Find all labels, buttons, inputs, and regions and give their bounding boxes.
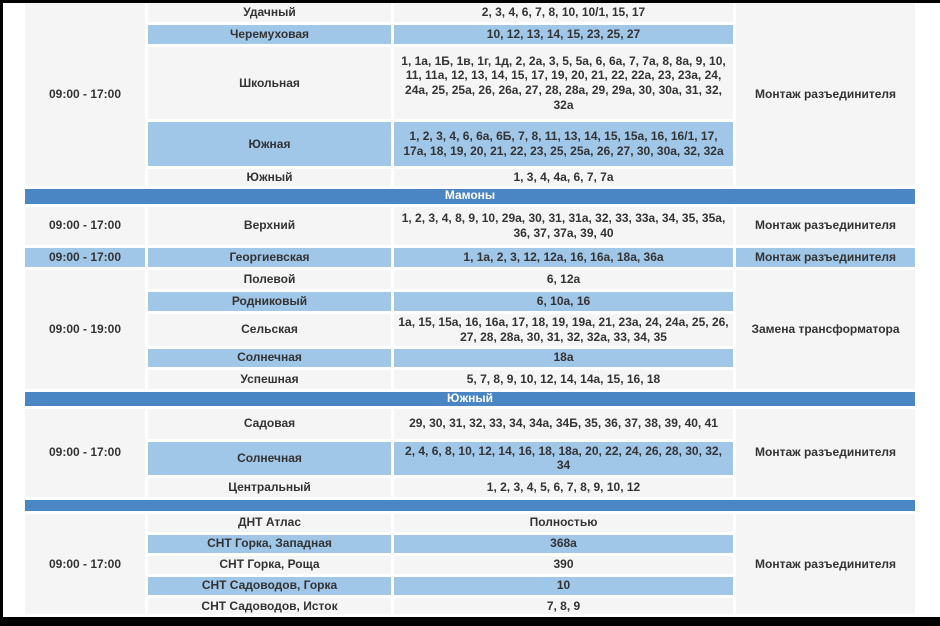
street-cell: СНТ Горка, Роща <box>148 556 391 574</box>
section-header-label: Южный <box>25 392 915 406</box>
house-numbers-cell: 390 <box>394 556 733 574</box>
work-type-cell: Замена трансформатора <box>736 270 915 389</box>
time-cell: 09:00 - 17:00 <box>25 409 145 497</box>
work-type-cell: Монтаж разъединителя <box>736 3 915 186</box>
time-cell: 09:00 - 17:00 <box>25 207 145 245</box>
house-numbers-cell: 7, 8, 9 <box>394 598 733 615</box>
house-numbers-cell: 10 <box>394 577 733 595</box>
table-row <box>25 3 915 22</box>
section-header-row <box>25 189 915 204</box>
outage-schedule-table <box>22 0 918 617</box>
street-cell: СНТ Садоводов, Исток <box>148 598 391 615</box>
table-row <box>25 409 915 439</box>
street-cell: Полевой <box>148 270 391 289</box>
street-cell: Солнечная <box>148 442 391 475</box>
time-cell: 09:00 - 17:00 <box>25 3 145 186</box>
table-row <box>25 207 915 245</box>
house-numbers-cell: 368а <box>394 535 733 553</box>
house-numbers-cell: 2, 4, 6, 8, 10, 12, 14, 16, 18, 18а, 20, 22, 24, 26, 28, 30, 32, 34 <box>394 442 733 475</box>
street-cell: Сельская <box>148 314 391 346</box>
house-numbers-cell: 18а <box>394 349 733 367</box>
section-header-row <box>25 392 915 406</box>
house-numbers-cell: 1, 2, 3, 4, 6, 6а, 6Б, 7, 8, 11, 13, 14, 15, 15а, 16, 16/1, 17, 17а, 18, 19, 20, 21, 22, 23, 25, 25а, 26, 27, 30, 30а, 32, 32а <box>394 122 733 166</box>
time-cell: 09:00 - 17:00 <box>25 514 145 615</box>
table-row <box>25 514 915 532</box>
house-numbers-cell: 1, 3, 4, 4а, 6, 7, 7а <box>394 169 733 186</box>
time-cell: 09:00 - 17:00 <box>25 248 145 267</box>
street-cell: Южный <box>148 169 391 186</box>
street-cell: Георгиевская <box>148 248 391 267</box>
table-row <box>25 270 915 289</box>
house-numbers-cell: 6, 10а, 16 <box>394 292 733 311</box>
street-cell: Родниковый <box>148 292 391 311</box>
house-numbers-cell: 6, 12а <box>394 270 733 289</box>
street-cell: Солнечная <box>148 349 391 367</box>
street-cell: ДНТ Атлас <box>148 514 391 532</box>
house-numbers-cell: 1, 1а, 1Б, 1в, 1г, 1д, 2, 2а, 3, 5, 5а, 6, 6а, 7, 7а, 8, 8а, 9, 10, 11, 11а, 12, 13, 14, 15, 17, 19, 20, 21, 22, 22а, 23, 23а, 24, 24а, 25, 25а, 26, 26а, 27, 28, 28а, 29, 29а, 30, 30а, 31, 32, 32а <box>394 47 733 119</box>
work-type-cell: Монтаж разъединителя <box>736 207 915 245</box>
street-cell: СНТ Горка, Западная <box>148 535 391 553</box>
house-numbers-cell: 1, 1а, 2, 3, 12, 12а, 16, 16а, 18а, 36а <box>394 248 733 267</box>
house-numbers-cell: 5, 7, 8, 9, 10, 12, 14, 14а, 15, 16, 18 <box>394 370 733 389</box>
street-cell: Верхний <box>148 207 391 245</box>
section-header-label: Мамоны <box>25 189 915 204</box>
house-numbers-cell: 1а, 15, 15а, 16, 16а, 17, 18, 19, 19а, 21, 23а, 24, 24а, 25, 26, 27, 28, 28а, 30, 31, 32, 32а, 33, 34, 35 <box>394 314 733 346</box>
house-numbers-cell: 1, 2, 3, 4, 5, 6, 7, 8, 9, 10, 12 <box>394 478 733 497</box>
house-numbers-cell: Полностью <box>394 514 733 532</box>
street-cell: Школьная <box>148 47 391 119</box>
section-header-label <box>25 500 915 511</box>
house-numbers-cell: 29, 30, 31, 32, 33, 34, 34а, 34Б, 35, 36, 37, 38, 39, 40, 41 <box>394 409 733 439</box>
time-cell: 09:00 - 19:00 <box>25 270 145 389</box>
street-cell: Черемуховая <box>148 25 391 44</box>
street-cell: Южная <box>148 122 391 166</box>
work-type-cell: Монтаж разъединителя <box>736 248 915 267</box>
photo-edge-top <box>0 0 940 3</box>
work-type-cell: Монтаж разъединителя <box>736 514 915 615</box>
work-type-cell: Монтаж разъединителя <box>736 409 915 497</box>
house-numbers-cell: 2, 3, 4, 6, 7, 8, 10, 10/1, 15, 17 <box>394 3 733 22</box>
photo-edge-bottom <box>0 617 940 626</box>
street-cell: Успешная <box>148 370 391 389</box>
street-cell: СНТ Садоводов, Горка <box>148 577 391 595</box>
street-cell: Удачный <box>148 3 391 22</box>
street-cell: Центральный <box>148 478 391 497</box>
house-numbers-cell: 1, 2, 3, 4, 8, 9, 10, 29а, 30, 31, 31а, 32, 33, 33а, 34, 35, 35а, 36, 37, 37а, 39, 40 <box>394 207 733 245</box>
photo-edge-left <box>0 0 3 617</box>
house-numbers-cell: 10, 12, 13, 14, 15, 23, 25, 27 <box>394 25 733 44</box>
section-header-row <box>25 500 915 511</box>
street-cell: Садовая <box>148 409 391 439</box>
table-row <box>25 248 915 267</box>
